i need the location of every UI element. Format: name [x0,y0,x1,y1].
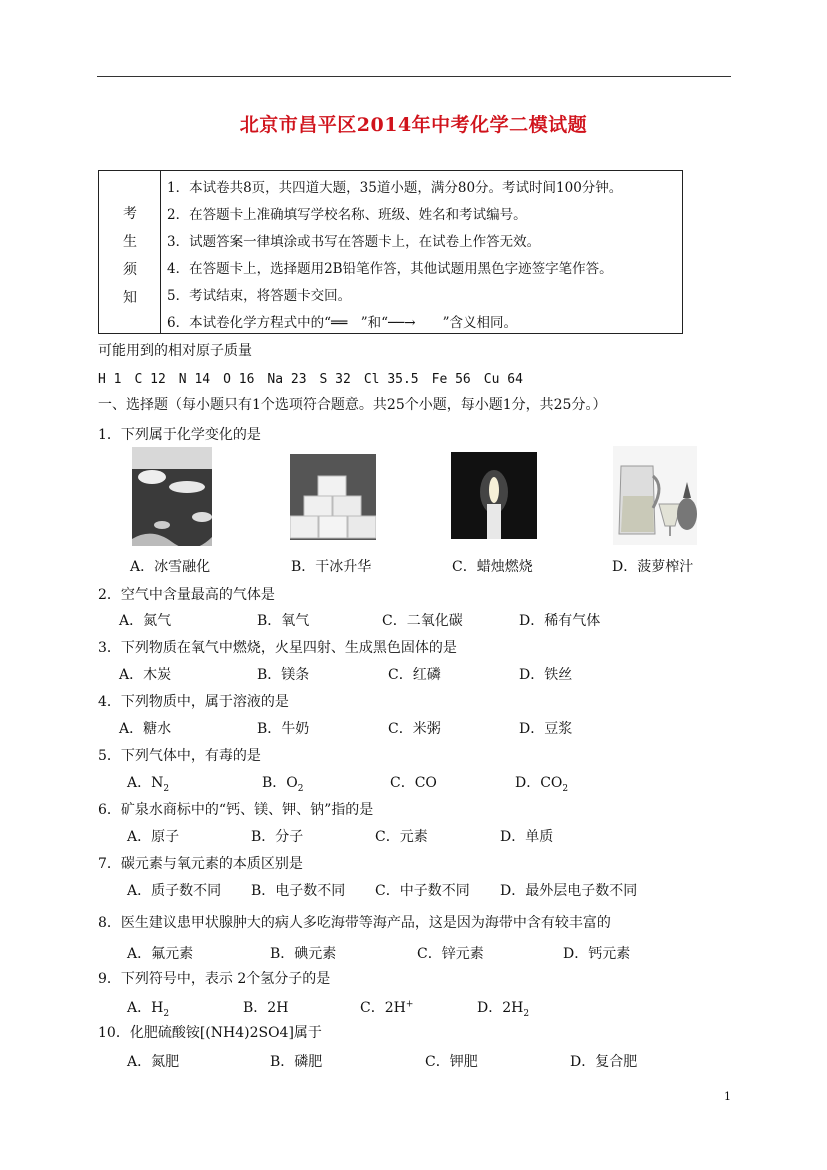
option: B．牛奶 [257,721,310,737]
option: A．质子数不同 [127,883,222,899]
question-stem: 1．下列属于化学变化的是 [98,427,261,443]
header-rule [97,76,731,77]
option: A．氟元素 [127,946,194,962]
option: B．2H [243,1000,289,1016]
option: D．$CO_2$ [515,775,569,794]
page-title: 北京市昌平区2014年中考化学二模试题 [239,114,588,136]
notice-item: 3．试题答案一律填涂或书写在答题卡上，在试卷上作答无效。 [167,234,541,250]
notice-item: 1．本试卷共8页，共四道大题，35道小题，满分80分。考试时间100分钟。 [167,180,623,196]
notice-label-char: 考 [123,206,137,222]
option: A．氮气 [119,613,172,629]
option: B．电子数不同 [251,883,346,899]
option: D．铁丝 [519,667,573,683]
option: C．2H+ [360,999,414,1016]
question-stem: 7．碳元素与氧元素的本质区别是 [98,856,303,872]
option: A．氮肥 [127,1054,180,1070]
question-stem: 5．下列气体中，有毒的是 [98,748,261,764]
option: C．钾肥 [425,1054,478,1070]
atomic-masses: H 1 C 12 N 14 O 16 Na 23 S 32 Cl 35.5 Fe 56 Cu 64 [98,372,523,387]
ice-melting-image [132,447,212,546]
option: D．稀有气体 [519,613,601,629]
option: A．冰雪融化 [130,559,211,575]
option: D．$2H_2$ [477,1000,530,1019]
option: B．磷肥 [270,1054,323,1070]
notice-items [167,175,678,337]
option: B．镁条 [257,667,310,683]
option: C．二氧化碳 [382,613,463,629]
option: D．最外层电子数不同 [500,883,638,899]
notice-box [98,170,683,334]
notice-item: 6．本试卷化学方程式中的“══ ”和“──→ ”含义相同。 [167,315,518,331]
pineapple-juice-image [613,446,697,545]
option: C．蜡烛燃烧 [452,559,533,575]
option: C．CO [390,775,437,791]
dry-ice-image [290,454,376,540]
option: B．氧气 [257,613,310,629]
question-stem: 9．下列符号中，表示 2个氢分子的是 [98,971,331,987]
notice-item: 2．在答题卡上准确填写学校名称、班级、姓名和考试编号。 [167,207,527,223]
notice-item: 5．考试结束，将答题卡交回。 [167,288,352,304]
option: C．锌元素 [417,946,484,962]
option: D．钙元素 [563,946,631,962]
option: A．糖水 [119,721,172,737]
page-number: 1 [724,1090,731,1103]
option: B．碘元素 [270,946,337,962]
option: A．木炭 [119,667,172,683]
option: C．元素 [375,829,428,845]
question-stem: 10．化肥硫酸铵[(NH4)2SO4]属于 [98,1025,322,1041]
option: A．原子 [127,829,180,845]
option: B．分子 [251,829,304,845]
option: C．红磷 [388,667,441,683]
question-stem: 8．医生建议患甲状腺肿大的病人多吃海带等海产品，这是因为海带中含有较丰富的 [98,915,611,931]
option: D．菠萝榨汁 [612,559,694,575]
option: C．中子数不同 [375,883,470,899]
question-stem: 3．下列物质在氧气中燃烧，火星四射、生成黑色固体的是 [98,640,457,656]
notice-label-char: 须 [123,262,137,278]
option: A．$N_2$ [127,775,170,794]
option: D．豆浆 [519,721,573,737]
atomic-heading: 可能用到的相对原子质量 [98,343,252,359]
option: B．$O_2$ [262,775,304,794]
candle-image [451,452,537,539]
question-stem: 4．下列物质中，属于溶液的是 [98,694,289,710]
notice-label-char: 知 [123,290,137,306]
option: C．米粥 [388,721,441,737]
question-stem: 6．矿泉水商标中的“钙、镁、钾、钠”指的是 [98,802,374,818]
notice-label-char: 生 [123,234,137,250]
option: D．单质 [500,829,554,845]
notice-item: 4．在答题卡上，选择题用2B铅笔作答，其他试题用黑色字迹签字笔作答。 [167,261,613,277]
option: D．复合肥 [570,1054,638,1070]
section-heading: 一、选择题（每小题只有1个选项符合题意。共25个小题，每小题1分，共25分。） [98,397,607,413]
notice-label [99,171,161,333]
option: B．干冰升华 [291,559,372,575]
option: A．$H_2$ [127,1000,170,1019]
question-stem: 2．空气中含量最高的气体是 [98,587,275,603]
